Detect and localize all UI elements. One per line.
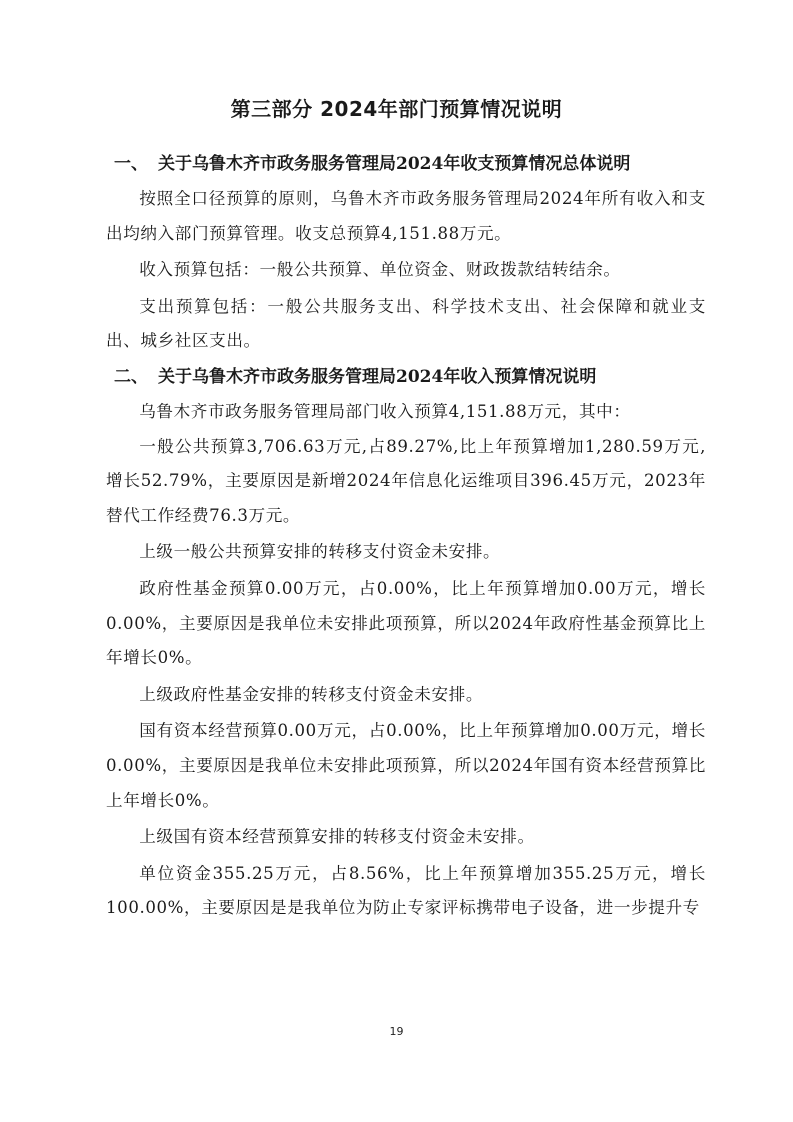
- paragraph: 一般公共预算3,706.63万元,占89.27%,比上年预算增加1,280.59万元,增长52.79%，主要原因是新增2024年信息化运维项目396.45万元，2023年替代工作经费76.3万元。: [106, 436, 706, 525]
- paragraph: 收入预算包括：一般公共预算、单位资金、财政拨款结转结余。: [139, 260, 621, 280]
- document-body: [106, 146, 706, 926]
- paragraph: 按照全口径预算的原则，乌鲁木齐市政务服务管理局2024年所有收入和支出均纳入部门预算管理。收支总预算4,151.88万元。: [106, 189, 706, 243]
- paragraph: 上级一般公共预算安排的转移支付资金未安排。: [139, 542, 501, 562]
- paragraph: 支出预算包括：一般公共服务支出、科学技术支出、社会保障和就业支出、城乡社区支出。: [106, 296, 706, 351]
- paragraph: 上级国有资本经营预算安排的转移支付资金未安排。: [139, 827, 535, 847]
- section-heading-text: 关于乌鲁木齐市政务服务管理局2024年收支预算情况总体说明: [158, 154, 631, 174]
- section-heading-2: [106, 359, 706, 395]
- paragraph: 政府性基金预算0.00万元，占0.00%，比上年预算增加0.00万元，增长0.00%，主要原因是我单位未安排此项预算，所以2024年政府性基金预算比上年增长0%。: [106, 578, 706, 668]
- paragraph: 单位资金355.25万元，占8.56%，比上年预算增加355.25万元，增长100.00%，主要原因是是我单位为防止专家评标携带电子设备，进一步提升专: [106, 863, 706, 918]
- paragraph: 上级政府性基金安排的转移支付资金未安排。: [139, 684, 484, 704]
- section-heading-text: 关于乌鲁木齐市政务服务管理局2024年收入预算情况说明: [158, 366, 597, 387]
- paragraph: 乌鲁木齐市政务服务管理局部门收入预算4,151.88万元，其中：: [139, 401, 631, 421]
- section-heading-1: [106, 146, 706, 182]
- section-number: 一、: [114, 154, 148, 174]
- section-number: 二、: [114, 366, 148, 387]
- paragraph: 国有资本经营预算0.00万元，占0.00%，比上年预算增加0.00万元，增长0.00%，主要原因是我单位未安排此项预算，所以2024年国有资本经营预算比上年增长0%。: [106, 721, 706, 810]
- page-title: 第三部分 2024年部门预算情况说明: [230, 97, 563, 121]
- page-number: 19: [389, 1025, 404, 1038]
